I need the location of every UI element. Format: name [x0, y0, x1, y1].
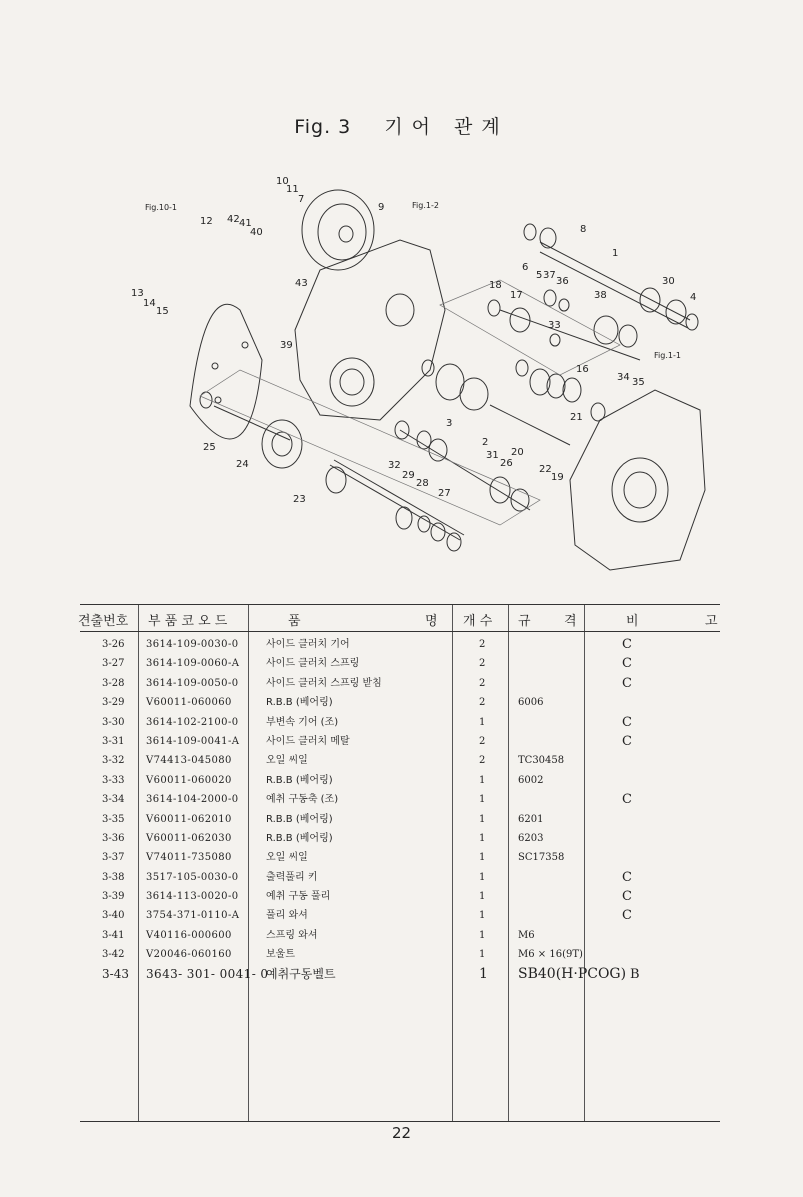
- cell-no: 3-32: [102, 755, 125, 767]
- page-title: [0, 112, 803, 139]
- part-number: 22: [539, 464, 552, 475]
- cell-no: 3-30: [102, 716, 125, 728]
- cell-spec: M6 × 16(9T): [518, 949, 583, 961]
- cell-name: 보울트: [266, 949, 295, 961]
- cell-note: C: [622, 869, 632, 885]
- side-cover: [190, 304, 262, 439]
- part-number: 10: [276, 176, 289, 187]
- cell-qty: 2: [479, 697, 486, 709]
- cell-spec: SC17358: [518, 852, 565, 864]
- cell-code: V20046-060160: [146, 949, 232, 961]
- table-row: [80, 848, 720, 867]
- figure-label: Fig. 3: [294, 116, 352, 138]
- ref-label: Fig.1-1: [654, 351, 681, 360]
- cell-name: 예취 구동축 (조): [266, 794, 339, 806]
- cell-code: 3643- 301- 0041- 0: [146, 966, 269, 981]
- cell-no: 3-41: [102, 929, 125, 941]
- col-header-note-end: 고: [705, 614, 718, 629]
- cell-name: 사이드 클러치 스프링: [266, 658, 360, 670]
- cell-qty: 1: [479, 871, 486, 883]
- cell-spec: 6006: [518, 697, 544, 709]
- cell-qty: 1: [479, 813, 486, 825]
- cell-name: 사이드 클러치 기어: [266, 639, 350, 650]
- col-header-qty: 개 수: [463, 614, 493, 629]
- cell-name: 사이드 클러치 스프링 받침: [266, 677, 382, 689]
- table-row: [80, 810, 720, 829]
- part-number: 25: [203, 442, 216, 453]
- cell-code: 3614-109-0041-A: [146, 735, 240, 747]
- col-header-no: 견출번호: [78, 614, 129, 629]
- cell-name: R.B.B (베어링): [266, 697, 333, 709]
- figure-name: 기어 관계: [384, 116, 509, 138]
- gear-case: [295, 240, 445, 420]
- cell-qty: 1: [479, 910, 486, 922]
- col-header-name: 품: [288, 614, 301, 629]
- part-number: 23: [293, 494, 306, 505]
- table-row: [80, 713, 720, 732]
- cell-note: C: [622, 656, 632, 672]
- part-number: 3: [446, 418, 453, 429]
- gear-case-right: [570, 390, 705, 570]
- cell-code: V74011-735080: [146, 852, 232, 864]
- table-row: [80, 771, 720, 790]
- cell-no: 3-27: [102, 658, 125, 670]
- cell-code: V74413-045080: [146, 755, 232, 767]
- part-number: 11: [286, 184, 299, 195]
- cell-note: C: [622, 675, 632, 691]
- cell-qty: 1: [479, 716, 486, 728]
- cell-name: 사이드 클러치 메탈: [266, 735, 350, 747]
- cell-spec: 6201: [518, 813, 544, 825]
- part-number: 27: [438, 488, 451, 499]
- cell-no: 3-35: [102, 813, 125, 825]
- cell-spec: SB40(H·PCOG): [518, 965, 627, 982]
- table-row: [80, 906, 720, 925]
- cell-no: 3-36: [102, 832, 125, 844]
- cell-name: R.B.B (베어링): [266, 774, 333, 786]
- part-number: 21: [570, 412, 583, 423]
- cell-no: 3-40: [102, 910, 125, 922]
- cell-code: 3614-113-0020-0: [146, 891, 239, 903]
- page-number: 22: [391, 1124, 412, 1142]
- cell-code: V60011-062010: [146, 813, 232, 825]
- exploded-parts-diagram: [0, 160, 803, 590]
- part-number: 4: [690, 292, 697, 303]
- part-number: 43: [295, 278, 308, 289]
- cell-qty: 1: [479, 891, 486, 903]
- table-row: [80, 829, 720, 848]
- cell-qty: 2: [479, 755, 486, 767]
- part-number: 5: [536, 270, 543, 281]
- parts-table: [80, 604, 720, 1122]
- large-gear: [262, 420, 302, 468]
- table-row: [80, 790, 720, 809]
- cell-code: V40116-000600: [146, 929, 232, 941]
- col-header-name-end: 명: [425, 614, 438, 629]
- cell-code: 3614-102-2100-0: [146, 716, 239, 728]
- cell-qty: 1: [479, 774, 486, 786]
- cell-no: 3-37: [102, 852, 125, 864]
- part-number: 34: [617, 372, 630, 383]
- ref-label: Fig.1-2: [412, 201, 439, 210]
- cell-name: 예취구동벨트: [266, 966, 336, 981]
- table-row: [80, 868, 720, 887]
- cell-code: 3614-109-0030-0: [146, 639, 239, 650]
- cell-name: 오일 씨일: [266, 852, 308, 864]
- cell-note: B: [630, 966, 640, 982]
- cell-code: V60011-062030: [146, 832, 232, 844]
- part-number: 2: [482, 437, 489, 448]
- part-number: 38: [594, 290, 607, 301]
- part-number: 24: [236, 459, 249, 470]
- cell-spec: TC30458: [518, 755, 565, 767]
- table-row: [80, 926, 720, 945]
- part-number: 9: [378, 202, 385, 213]
- part-number: 31: [486, 450, 499, 461]
- part-number: 15: [156, 306, 169, 317]
- cell-spec: 6002: [518, 774, 544, 786]
- table-row: [80, 887, 720, 906]
- cell-name: 풀리 와셔: [266, 910, 308, 922]
- table-row: [80, 751, 720, 770]
- col-header-code: 부 품 코 오 드: [148, 614, 228, 629]
- cell-no: 3-26: [102, 639, 125, 650]
- part-number: 12: [200, 216, 213, 227]
- table-row: [80, 654, 720, 673]
- table-row: [80, 965, 720, 984]
- cell-no: 3-43: [102, 966, 129, 981]
- cell-name: 스프링 와셔: [266, 929, 318, 941]
- table-header: [80, 605, 720, 632]
- part-number: 35: [632, 377, 645, 388]
- cell-note: C: [622, 908, 632, 924]
- part-number: 39: [280, 340, 293, 351]
- part-number: 1: [612, 248, 619, 259]
- part-number: 16: [576, 364, 589, 375]
- cell-no: 3-28: [102, 677, 125, 689]
- part-number: 13: [131, 288, 144, 299]
- part-number: 14: [143, 298, 156, 309]
- part-number: 42: [227, 214, 240, 225]
- table-row: [80, 635, 720, 654]
- part-number: 20: [511, 447, 524, 458]
- cell-name: 오일 씨일: [266, 755, 308, 767]
- table-row: [80, 693, 720, 712]
- part-number: 6: [522, 262, 529, 273]
- table-body: [80, 635, 720, 984]
- cell-qty: 1: [479, 965, 488, 982]
- col-header-spec-end: 격: [564, 614, 577, 629]
- cell-name: 부변속 기어 (조): [266, 716, 339, 728]
- cell-note: C: [622, 792, 632, 808]
- cell-qty: 1: [479, 794, 486, 806]
- table-row: [80, 674, 720, 693]
- part-number: 17: [510, 290, 523, 301]
- cell-note: C: [622, 637, 632, 652]
- cell-code: 3614-109-0050-0: [146, 677, 239, 689]
- col-header-note: 비: [626, 614, 639, 629]
- cell-note: C: [622, 714, 632, 730]
- cell-qty: 1: [479, 929, 486, 941]
- cell-code: 3614-109-0060-A: [146, 658, 240, 670]
- part-number: 18: [489, 280, 502, 291]
- cell-no: 3-42: [102, 949, 125, 961]
- part-number: 32: [388, 460, 401, 471]
- part-number: 19: [551, 472, 564, 483]
- cell-name: R.B.B (베어링): [266, 813, 333, 825]
- cell-qty: 1: [479, 852, 486, 864]
- cell-code: 3754-371-0110-A: [146, 910, 240, 922]
- cell-spec: 6203: [518, 832, 544, 844]
- cell-no: 3-34: [102, 794, 125, 806]
- col-header-spec: 규: [518, 614, 531, 629]
- part-number: 26: [500, 458, 513, 469]
- part-number: 36: [556, 276, 569, 287]
- cell-note: C: [622, 889, 632, 905]
- part-number: 8: [580, 224, 587, 235]
- cell-qty: 2: [479, 677, 486, 689]
- cell-code: V60011-060020: [146, 774, 232, 786]
- cell-no: 3-31: [102, 735, 125, 747]
- cell-note: C: [622, 733, 632, 749]
- part-number: 40: [250, 227, 263, 238]
- cell-qty: 2: [479, 639, 486, 650]
- cell-no: 3-38: [102, 871, 125, 883]
- cell-no: 3-33: [102, 774, 125, 786]
- cell-name: R.B.B (베어링): [266, 832, 333, 844]
- cell-qty: 1: [479, 832, 486, 844]
- cell-code: 3517-105-0030-0: [146, 871, 239, 883]
- cell-code: 3614-104-2000-0: [146, 794, 239, 806]
- cell-qty: 2: [479, 735, 486, 747]
- part-number: 41: [239, 218, 252, 229]
- part-number: 30: [662, 276, 675, 287]
- table-row: [80, 732, 720, 751]
- ref-label: Fig.10-1: [145, 203, 178, 212]
- part-number: 33: [548, 320, 561, 331]
- cell-name: 출력풀리 키: [266, 871, 318, 883]
- cell-qty: 1: [479, 949, 486, 961]
- pulley: [302, 190, 374, 270]
- part-number: 7: [298, 194, 305, 205]
- cell-spec: M6: [518, 929, 535, 941]
- cell-code: V60011-060060: [146, 697, 232, 709]
- part-number: 37: [543, 270, 556, 281]
- part-number: 28: [416, 478, 429, 489]
- cell-name: 예취 구동 풀리: [266, 891, 331, 903]
- table-row: [80, 945, 720, 964]
- part-number: 29: [402, 470, 415, 481]
- cell-qty: 2: [479, 658, 486, 670]
- cell-no: 3-39: [102, 891, 125, 903]
- cell-no: 3-29: [102, 697, 125, 709]
